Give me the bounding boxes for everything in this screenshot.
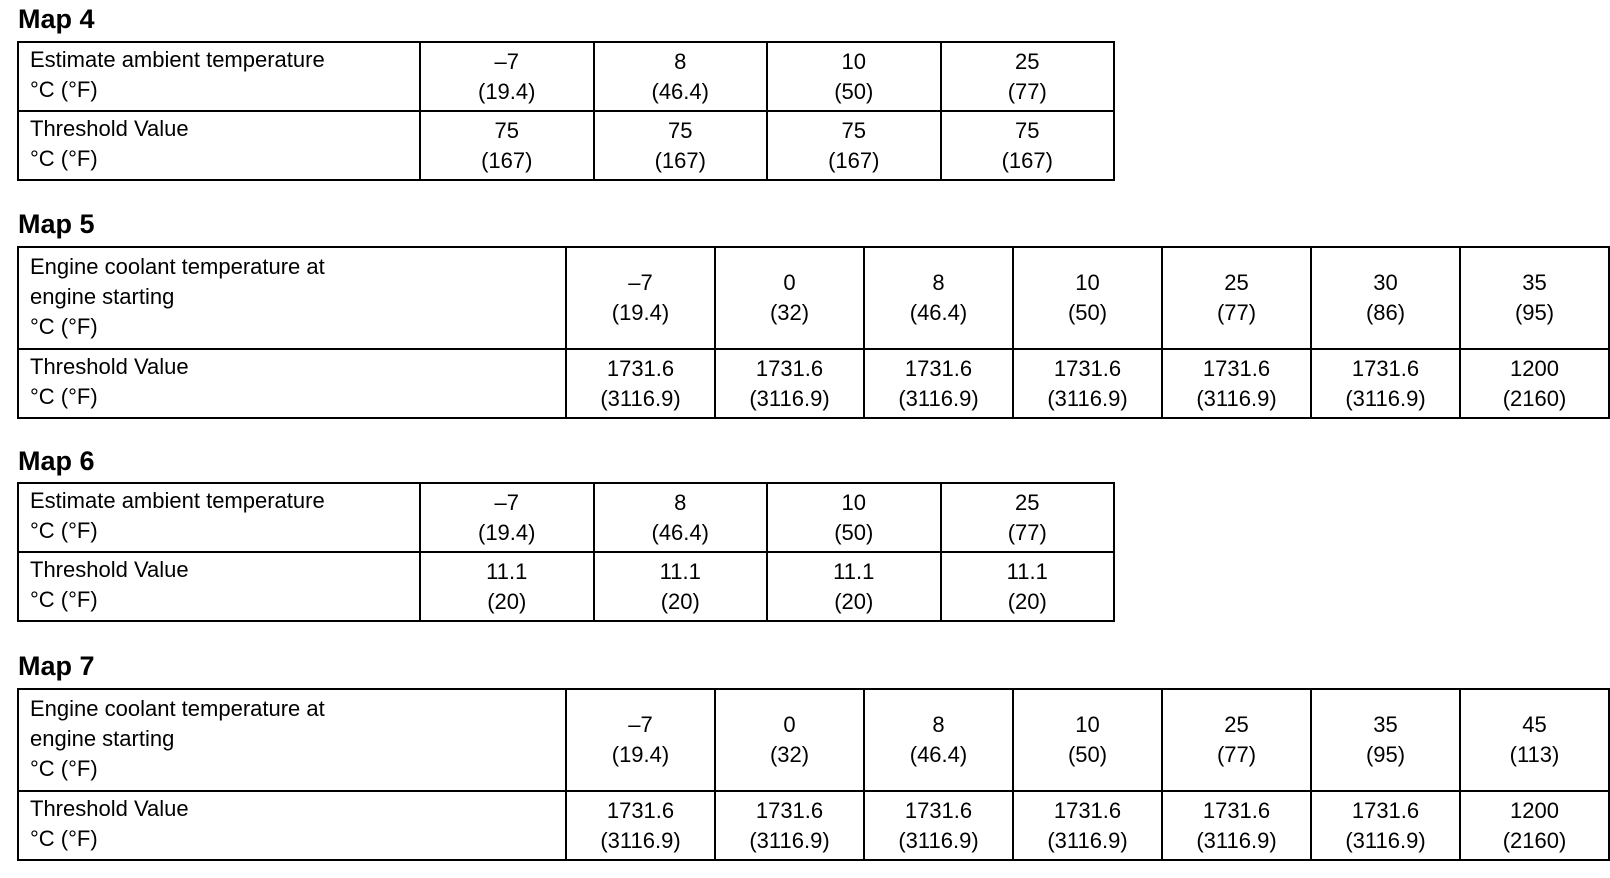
- map-7-threshold-cell: [864, 791, 1013, 860]
- map-6-header-label: [18, 483, 420, 552]
- map-7-threshold-cell: [715, 791, 864, 860]
- celsius-value: 0: [783, 712, 796, 737]
- celsius-value: 45: [1522, 712, 1547, 737]
- label-line: °C (°F): [30, 518, 98, 543]
- celsius-value: 25: [1224, 270, 1249, 295]
- map-7-header-cell: [1013, 689, 1162, 791]
- map-7-threshold-cell: [1162, 791, 1311, 860]
- fahrenheit-value: (3116.9): [898, 827, 979, 853]
- celsius-value: 1731.6: [606, 355, 675, 381]
- fahrenheit-value: (77): [1216, 300, 1257, 325]
- celsius-value: 25: [1015, 489, 1040, 515]
- map-6-threshold-cell: [767, 552, 941, 621]
- fahrenheit-value: (2160): [1502, 827, 1567, 853]
- celsius-value: 35: [1373, 712, 1398, 737]
- celsius-value: 75: [841, 117, 866, 143]
- fahrenheit-value: (20): [1007, 588, 1047, 614]
- celsius-value: 25: [1015, 48, 1040, 74]
- map-5-header-cell: [1311, 247, 1460, 349]
- fahrenheit-value: (19.4): [611, 742, 670, 767]
- celsius-value: 75: [1015, 117, 1040, 143]
- map-5-threshold-cell: [1013, 349, 1162, 418]
- fahrenheit-value: (19.4): [478, 78, 536, 104]
- map-5-threshold-row: [18, 349, 1609, 418]
- fahrenheit-value: (3116.9): [600, 827, 681, 853]
- map-7-header-cell: [566, 689, 715, 791]
- celsius-value: 1731.6: [1202, 355, 1271, 381]
- label-line: Estimate ambient temperature: [30, 47, 325, 72]
- map-6-threshold-cell: [594, 552, 768, 621]
- celsius-value: 1731.6: [755, 355, 824, 381]
- map-6-threshold-cell: [420, 552, 594, 621]
- fahrenheit-value: (50): [1067, 742, 1108, 767]
- fahrenheit-value: (3116.9): [1345, 827, 1426, 853]
- celsius-value: 8: [674, 48, 687, 74]
- celsius-value: 1200: [1510, 355, 1559, 381]
- map-5-header-cell: [1460, 247, 1609, 349]
- celsius-value: 1200: [1510, 797, 1559, 823]
- map-7-threshold-label: [18, 791, 566, 860]
- celsius-value: –7: [494, 48, 519, 74]
- label-line: °C (°F): [30, 756, 98, 781]
- fahrenheit-value: (3116.9): [1196, 827, 1277, 853]
- fahrenheit-value: (32): [769, 300, 810, 325]
- label-line: Threshold Value: [30, 354, 189, 379]
- celsius-value: 1731.6: [904, 355, 973, 381]
- fahrenheit-value: (113): [1509, 742, 1560, 767]
- map-7-threshold-cell: [1311, 791, 1460, 860]
- celsius-value: 10: [1075, 270, 1100, 295]
- fahrenheit-value: (3116.9): [749, 385, 830, 411]
- map-7-threshold-row: [18, 791, 1609, 860]
- map-4-threshold-cell: [594, 111, 768, 180]
- map-5-header-label: [18, 247, 566, 349]
- map-6-title: Map 6: [18, 446, 95, 476]
- map-7-header-cell: [1162, 689, 1311, 791]
- map-5-table: [17, 246, 1610, 419]
- map-7-header-label: [18, 689, 566, 791]
- fahrenheit-value: (20): [660, 588, 700, 614]
- fahrenheit-value: (46.4): [651, 78, 709, 104]
- map-7-header-cell: [715, 689, 864, 791]
- celsius-value: 11.1: [1006, 558, 1048, 584]
- map-4-header-cell: [767, 42, 941, 111]
- map-6-threshold-row: [18, 552, 1114, 621]
- label-line: Threshold Value: [30, 557, 189, 582]
- map-4-header-cell: [594, 42, 768, 111]
- map-5-threshold-cell: [864, 349, 1013, 418]
- label-line: °C (°F): [30, 146, 98, 171]
- fahrenheit-value: (77): [1007, 78, 1047, 104]
- fahrenheit-value: (167): [1001, 147, 1053, 173]
- celsius-value: 10: [841, 489, 866, 515]
- map-7-title: Map 7: [18, 651, 95, 681]
- map-5-header-cell: [1162, 247, 1311, 349]
- map-5-threshold-label: [18, 349, 566, 418]
- celsius-value: 8: [674, 489, 687, 515]
- map-6-header-cell: [767, 483, 941, 552]
- celsius-value: 10: [1075, 712, 1100, 737]
- fahrenheit-value: (46.4): [651, 519, 709, 545]
- celsius-value: –7: [628, 270, 653, 295]
- celsius-value: 1731.6: [904, 797, 973, 823]
- map-7-threshold-cell: [1460, 791, 1609, 860]
- map-7-table: [17, 688, 1610, 861]
- map-4-title: Map 4: [18, 4, 95, 34]
- fahrenheit-value: (77): [1216, 742, 1257, 767]
- map-6-threshold-cell: [941, 552, 1115, 621]
- map-5-header-cell: [566, 247, 715, 349]
- fahrenheit-value: (19.4): [611, 300, 670, 325]
- fahrenheit-value: (50): [834, 519, 874, 545]
- celsius-value: 1731.6: [1351, 355, 1420, 381]
- label-line: °C (°F): [30, 384, 98, 409]
- celsius-value: 1731.6: [606, 797, 675, 823]
- map-5-threshold-cell: [1311, 349, 1460, 418]
- map-4-threshold-row: [18, 111, 1114, 180]
- celsius-value: 1731.6: [1053, 797, 1122, 823]
- fahrenheit-value: (19.4): [478, 519, 536, 545]
- map-6-header-cell: [420, 483, 594, 552]
- map-4-threshold-cell: [941, 111, 1115, 180]
- celsius-value: 1731.6: [1053, 355, 1122, 381]
- map-5-header-cell: [1013, 247, 1162, 349]
- celsius-value: 75: [668, 117, 693, 143]
- fahrenheit-value: (20): [487, 588, 527, 614]
- label-line: Threshold Value: [30, 796, 189, 821]
- label-line: Engine coolant temperature at: [30, 254, 325, 279]
- celsius-value: 11.1: [659, 558, 701, 584]
- map-6-header-row: [18, 483, 1114, 552]
- celsius-value: 25: [1224, 712, 1249, 737]
- celsius-value: 1731.6: [1351, 797, 1420, 823]
- label-line: Threshold Value: [30, 116, 189, 141]
- celsius-value: 11.1: [833, 558, 875, 584]
- map-7-threshold-cell: [1013, 791, 1162, 860]
- fahrenheit-value: (167): [481, 147, 533, 173]
- map-6-table: [17, 482, 1115, 622]
- map-4-header-label: [18, 42, 420, 111]
- fahrenheit-value: (167): [654, 147, 706, 173]
- fahrenheit-value: (46.4): [909, 300, 968, 325]
- celsius-value: 1731.6: [755, 797, 824, 823]
- map-5-threshold-cell: [566, 349, 715, 418]
- label-line: °C (°F): [30, 77, 98, 102]
- label-line: °C (°F): [30, 826, 98, 851]
- celsius-value: 8: [932, 270, 945, 295]
- fahrenheit-value: (3116.9): [1196, 385, 1277, 411]
- celsius-value: 30: [1373, 270, 1398, 295]
- celsius-value: 0: [783, 270, 796, 295]
- fahrenheit-value: (20): [834, 588, 874, 614]
- map-6-threshold-label: [18, 552, 420, 621]
- map-4-threshold-cell: [767, 111, 941, 180]
- map-6-header-cell: [594, 483, 768, 552]
- map-4-threshold-cell: [420, 111, 594, 180]
- map-5-header-cell: [864, 247, 1013, 349]
- celsius-value: 10: [841, 48, 866, 74]
- map-5-threshold-cell: [1460, 349, 1609, 418]
- celsius-value: 35: [1522, 270, 1547, 295]
- celsius-value: –7: [494, 489, 519, 515]
- fahrenheit-value: (95): [1514, 300, 1555, 325]
- map-4-threshold-label: [18, 111, 420, 180]
- fahrenheit-value: (86): [1365, 300, 1406, 325]
- map-7-header-cell: [1311, 689, 1460, 791]
- fahrenheit-value: (3116.9): [600, 385, 681, 411]
- map-5-title: Map 5: [18, 209, 95, 239]
- map-4-header-row: [18, 42, 1114, 111]
- label-line: engine starting: [30, 284, 175, 309]
- map-4-header-cell: [941, 42, 1115, 111]
- map-7-header-row: [18, 689, 1609, 791]
- celsius-value: 8: [932, 712, 945, 737]
- map-7-header-cell: [1460, 689, 1609, 791]
- map-4-header-cell: [420, 42, 594, 111]
- fahrenheit-value: (167): [828, 147, 880, 173]
- map-7-threshold-cell: [566, 791, 715, 860]
- label-line: engine starting: [30, 726, 175, 751]
- fahrenheit-value: (3116.9): [749, 827, 830, 853]
- fahrenheit-value: (46.4): [909, 742, 968, 767]
- label-line: Engine coolant temperature at: [30, 696, 325, 721]
- label-line: °C (°F): [30, 587, 98, 612]
- map-5-threshold-cell: [715, 349, 864, 418]
- map-5-threshold-cell: [1162, 349, 1311, 418]
- celsius-value: 1731.6: [1202, 797, 1271, 823]
- map-4-table: [17, 41, 1115, 181]
- map-6-header-cell: [941, 483, 1115, 552]
- fahrenheit-value: (95): [1365, 742, 1406, 767]
- celsius-value: –7: [628, 712, 653, 737]
- fahrenheit-value: (32): [769, 742, 810, 767]
- fahrenheit-value: (3116.9): [1047, 827, 1128, 853]
- fahrenheit-value: (3116.9): [1047, 385, 1128, 411]
- label-line: Estimate ambient temperature: [30, 488, 325, 513]
- fahrenheit-value: (2160): [1502, 385, 1567, 411]
- celsius-value: 11.1: [486, 558, 528, 584]
- map-7-header-cell: [864, 689, 1013, 791]
- fahrenheit-value: (50): [1067, 300, 1108, 325]
- fahrenheit-value: (50): [834, 78, 874, 104]
- map-5-header-cell: [715, 247, 864, 349]
- fahrenheit-value: (3116.9): [898, 385, 979, 411]
- label-line: °C (°F): [30, 314, 98, 339]
- map-5-header-row: [18, 247, 1609, 349]
- fahrenheit-value: (77): [1007, 519, 1047, 545]
- fahrenheit-value: (3116.9): [1345, 385, 1426, 411]
- celsius-value: 75: [494, 117, 519, 143]
